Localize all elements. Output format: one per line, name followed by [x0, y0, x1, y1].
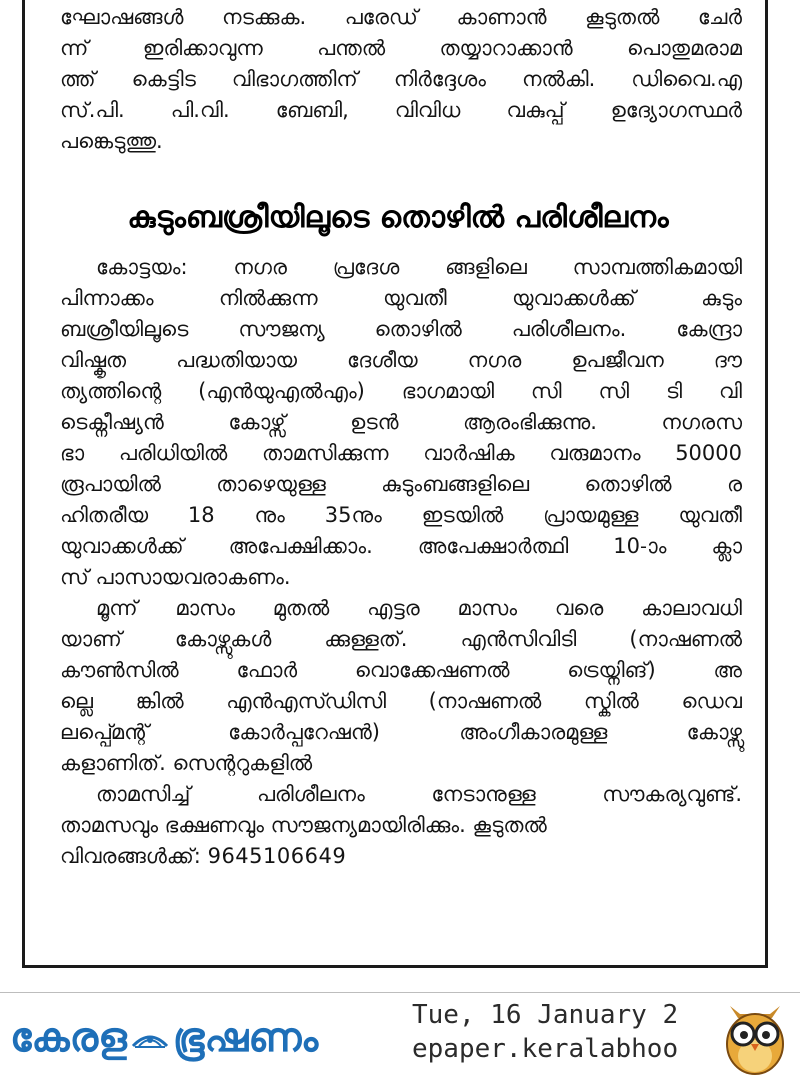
text-line: കളാണിത്. സെന്ററുകളിൽ	[60, 751, 313, 775]
text-line: കോട്ടയം: നഗര പ്രദേശ ങ്ങളിലെ സാമ്പത്തികമായി	[96, 255, 742, 279]
text-line: രൂപായിൽ താഴെയുള്ള കുടുംബങ്ങളിലെ തൊഴിൽ ര	[60, 472, 742, 496]
masthead-logo[interactable]	[10, 1006, 318, 1070]
contact-phone: 9645106649	[207, 844, 347, 868]
text-line: താമസിച്ച് പരിശീലനം നേടാനുള്ള സൗകര്യവുണ്ട്.	[96, 782, 742, 806]
brand-left: കേരള	[10, 1015, 127, 1061]
text-line: ല്ലെ ങ്കിൽ എൻഎസ്ഡിസി (നാഷണൽ സ്കിൽ ഡെവ	[60, 689, 742, 713]
text-line: മൂന്ന് മാസം മുതൽ എട്ടര മാസം വരെ കാലാവധി	[96, 596, 742, 620]
owl-mascot-icon	[720, 996, 790, 1076]
paragraph-2	[60, 593, 742, 779]
article-body	[60, 252, 742, 872]
text-line: കൗൺസിൽ ഫോർ വൊക്കേഷണൽ ട്രെയ്നിങ്) അ	[60, 658, 742, 682]
text-line: ഹിതരീയ 18 നും 35നും ഇടയിൽ പ്രായമുള്ള യുവതീ	[60, 503, 742, 527]
text-line: യാണ് കോഴ്സുകൾ ക്കുള്ളത്. എൻസിവിടി (നാഷണൽ	[60, 627, 742, 651]
kerala-emblem-icon	[131, 1026, 169, 1050]
text-line: യുവാക്കൾക്ക് അപേക്ഷിക്കാം. അപേക്ഷാർത്ഥി 10-ാം ക്ലാ	[60, 534, 742, 558]
site-url[interactable]: epaper.keralabhoo	[412, 1034, 679, 1064]
text-line: ത്ത് കെട്ടിട വിഭാഗത്തിന് നിർദ്ദേശം നൽകി. ഡിവൈ.എ	[60, 67, 742, 91]
text-line: ന്ന് ഇരിക്കാവുന്ന പന്തൽ തയ്യാറാക്കാൻ പൊതുമരാമ	[60, 36, 742, 60]
text-line: പിന്നാക്കം നിൽക്കുന്ന യുവതീ യുവാക്കൾക്ക് കുടും	[60, 286, 742, 310]
edition-date: Tue, 16 January 2	[412, 1000, 679, 1030]
footer-divider	[0, 992, 800, 993]
text-line: ബശ്രീയിലൂടെ സൗജന്യ തൊഴിൽ പരിശീലനം. കേന്ദ്രാ	[60, 317, 742, 341]
text-line: ലപ്പ്മെന്റ് കോർപ്പറേഷൻ) അംഗീകാരമുള്ള കോഴ്സു	[60, 720, 742, 744]
contact-line	[60, 841, 742, 872]
epaper-meta	[412, 998, 712, 1066]
text-line: സ്.പി. പി.വി. ബേബി, വിവിധ വകുപ്പ് ഉദ്യോഗസ്ഥർ	[60, 98, 742, 122]
text-line: പങ്കെടുത്തു.	[60, 129, 163, 153]
paragraph-1	[60, 252, 742, 593]
article-headline: കുടുംബശ്രീയിലൂടെ തൊഴിൽ പരിശീലനം	[127, 200, 669, 235]
text-line: ഘോഷങ്ങൾ നടക്കുക. പരേഡ് കാണാൻ കൂടുതൽ ചേർ	[60, 5, 742, 29]
text-line: താമസവും ഭക്ഷണവും സൗജന്യമായിരിക്കും. കൂടുതൽ	[60, 813, 547, 837]
text-line: ത്യത്തിന്റെ (എൻയുഎൽഎം) ഭാഗമായി സി സി ടി വി	[60, 379, 742, 403]
contact-label: വിവരങ്ങൾക്ക്:	[60, 844, 201, 868]
text-line: ഭാ പരിധിയിൽ താമസിക്കുന്ന വാർഷിക വരുമാനം 50000	[60, 441, 742, 465]
previous-article-tail	[60, 2, 742, 157]
text-line: സ് പാസായവരാകണം.	[60, 565, 291, 589]
paragraph-3	[60, 779, 742, 841]
text-line: ടെക്നീഷ്യൻ കോഴ്സ് ഉടൻ ആരംഭിക്കുന്നു. നഗരസ	[60, 410, 742, 434]
brand-right: ഭൂഷണം	[172, 1015, 319, 1061]
text-line: വിഷ്കൃത പദ്ധതിയായ ദേശീയ നഗര ഉപജീവന ദൗ	[60, 348, 742, 372]
